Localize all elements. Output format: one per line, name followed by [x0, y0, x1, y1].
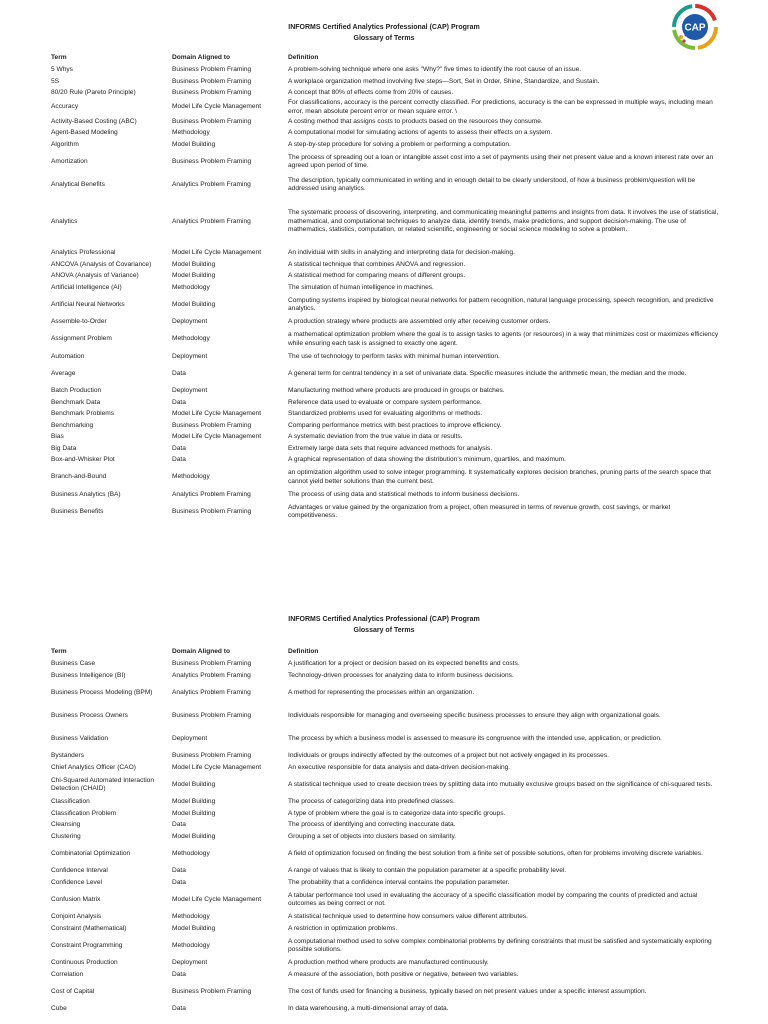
definition-cell: The probability that a confidence interval contains the population parameter. [288, 878, 510, 886]
table-row [51, 455, 719, 467]
domain-cell: Business Problem Framing [172, 117, 252, 125]
term-cell: Assignment Problem [51, 335, 112, 343]
term-cell: Combinatorial Optimization [51, 849, 131, 857]
definition-cell: A justification for a project or decision based on its expected benefits and costs. [288, 660, 520, 667]
term-cell: 5S [51, 77, 60, 85]
domain-cell: Model Building [172, 780, 216, 788]
term-cell: Correlation [51, 970, 84, 978]
table-header [51, 54, 719, 63]
domain-cell: Model Building [172, 300, 216, 308]
table-row [51, 466, 719, 489]
table-row [51, 116, 719, 128]
domain-cell: Methodology [172, 849, 210, 857]
definition-cell: Comparing performance metrics with best practices to improve efficiency. [288, 421, 502, 429]
table-row [51, 912, 719, 924]
cap-logo [672, 4, 718, 50]
term-cell: Benchmark Data [51, 398, 101, 406]
table-row [51, 443, 719, 455]
domain-cell: Data [172, 878, 186, 886]
term-cell: 80/20 Rule (Pareto Principle) [51, 89, 136, 96]
definition-cell: Technology-driven processes for analyzing data to inform business decisions. [288, 671, 514, 679]
definition-cell: In data warehousing, a multi-dimensional array of data. [288, 1005, 449, 1012]
table-row [51, 248, 719, 260]
definition-cell: The simulation of human intelligence in machines. [288, 283, 434, 291]
definition-cell: The process of identifying and correcting inaccurate data. [288, 821, 456, 828]
definition-cell: Standardized problems used for evaluating algorithms or methods. [288, 410, 483, 417]
page-header [0, 614, 768, 636]
domain-cell: Business Problem Framing [172, 157, 252, 165]
definition-cell: Individuals or groups indirectly affected by the outcomes of a project but not actively engaged in its processes. [288, 752, 609, 759]
definition-cell: For classifications, accuracy is the percent correctly classified. For predictions, accuracy is the can be expressed in multiple ways, including mean error, mean absolute percent error or mean square error. \ [288, 99, 713, 115]
table-row [51, 866, 719, 878]
table-row [51, 489, 719, 501]
column-header-term: Term [51, 54, 67, 62]
domain-cell: Business Problem Framing [172, 711, 252, 719]
table-row [51, 935, 719, 958]
domain-cell: Deployment [172, 734, 208, 742]
definition-cell: Computing systems inspired by biological neural networks for pattern recognition, natural language processing, speech recognition, and predictive analytics. [288, 296, 714, 312]
domain-cell: Deployment [172, 387, 208, 394]
definition-cell: The cost of funds used for financing a business, typically based on net present values under a specific interest assumption. [288, 987, 647, 995]
column-header-domain: Domain Aligned to [172, 648, 230, 656]
table-row [51, 889, 719, 912]
term-cell: Continuous Production [51, 959, 118, 966]
table-row [51, 151, 719, 174]
domain-cell: Methodology [172, 473, 210, 481]
term-cell: Cube [51, 1005, 67, 1012]
table-row [51, 751, 719, 763]
domain-cell: Analytics Problem Framing [172, 217, 251, 225]
definition-cell: A costing method that assigns costs to products based on the resources they consume. [288, 117, 543, 125]
definition-cell: A workplace organization method involving five steps—Sort, Set in Order, Shine, Standardize, and Sustain. [288, 77, 600, 85]
table-row [51, 808, 719, 820]
definition-cell: A method for representing the processes within an organization. [288, 688, 475, 696]
definition-cell: A statistical technique used to determine how consumers value different attributes. [288, 913, 528, 920]
table-row [51, 174, 719, 197]
definition-cell: A problem-solving technique where one asks "Why?" five times to identify the root cause of an issue. [288, 66, 582, 73]
definition-cell: The use of technology to perform tasks with minimal human intervention. [288, 352, 500, 360]
table-row [51, 969, 719, 981]
definition-cell: A measure of the association, both positive or negative, between two variables. [288, 970, 519, 978]
definition-cell: A concept that 80% of effects come from 20% of causes. [288, 89, 454, 96]
table-row [51, 797, 719, 809]
definition-cell: Manufacturing method where products are produced in groups or batches. [288, 387, 505, 394]
table-row [51, 843, 719, 866]
domain-cell: Analytics Problem Framing [172, 671, 251, 679]
term-cell: Constraint Programming [51, 941, 123, 949]
domain-cell: Model Building [172, 798, 216, 805]
definition-cell: A field of optimization focused on finding the best solution from a finite set of possible solutions, often for problems involving discrete variables. [288, 849, 703, 857]
term-cell: Analytics Professional [51, 249, 116, 256]
domain-cell: Model Life Cycle Management [172, 433, 262, 440]
term-cell: Business Process Modeling (BPM) [51, 688, 153, 696]
domain-cell: Business Problem Framing [172, 660, 252, 667]
term-cell: Benchmark Problems [51, 410, 115, 417]
domain-cell: Methodology [172, 129, 210, 136]
domain-cell: Methodology [172, 941, 210, 949]
column-header-domain: Domain Aligned to [172, 54, 230, 62]
term-cell: Analytics [51, 217, 78, 225]
table-row [51, 682, 719, 705]
term-cell: Bystanders [51, 752, 84, 759]
definition-cell: The systematic process of discovering, interpreting, and communicating meaningful patterns and insights from data. It involves the use of statistical, mathematical, and computational techniques to analyze data, identify trends, make predictions, and support decision-making. The use of mathematics, statistics, computation, or related scientific, engineering or social science modeling to solve a problem. [288, 209, 719, 234]
domain-cell: Model Life Cycle Management [172, 763, 262, 771]
table-row [51, 762, 719, 774]
term-cell: Bias [51, 433, 64, 440]
definition-cell: Advantages or value gained by the organization from a project, often measured in terms of revenue growth, cost savings, or market competitiveness. [288, 503, 671, 519]
term-cell: Artificial Neural Networks [51, 300, 125, 308]
definition-cell: The process of using data and statistical methods to inform business decisions. [288, 490, 520, 498]
term-cell: Branch-and-Bound [51, 473, 107, 481]
glossary-title: Glossary of Terms [353, 35, 415, 42]
definition-cell: A graphical representation of data showing the distribution's minimum, quartiles, and maximum. [288, 456, 566, 463]
domain-cell: Deployment [172, 352, 208, 360]
definition-cell: Reference data used to evaluate or compare system performance. [288, 398, 482, 406]
table-header [51, 648, 719, 657]
table-row [51, 659, 719, 671]
domain-cell: Business Problem Framing [172, 66, 252, 73]
domain-cell: Model Building [172, 924, 216, 932]
domain-cell: Business Problem Framing [172, 507, 252, 515]
glossary-table-1 [51, 54, 719, 524]
definition-cell: A restriction in optimization problems. [288, 924, 398, 932]
definition-cell: A statistical technique that combines ANOVA and regression. [288, 260, 466, 268]
definition-cell: An individual with skills in analyzing and interpreting data for decision-making. [288, 249, 515, 256]
table-row [51, 76, 719, 88]
domain-cell: Business Problem Framing [172, 752, 252, 759]
table-row [51, 99, 719, 116]
term-cell: Batch Production [51, 387, 102, 394]
definition-cell: Extremely large data sets that require advanced methods for analysis. [288, 444, 493, 452]
definition-cell: A general term for central tendency in a set of univariate data. Specific measures include the arithmetic mean, the median and the mode. [288, 369, 687, 377]
table-row [51, 386, 719, 398]
term-cell: Cleansing [51, 821, 81, 828]
table-row [51, 139, 719, 151]
definition-cell: A computational model for simulating actions of agents to assess their effects on a system. [288, 129, 553, 136]
domain-cell: Model Life Cycle Management [172, 895, 262, 903]
term-cell: Confidence Level [51, 878, 102, 886]
table-row [51, 271, 719, 283]
domain-cell: Business Problem Framing [172, 987, 252, 995]
domain-cell: Methodology [172, 335, 210, 343]
table-row [51, 501, 719, 524]
table-body [51, 659, 719, 1016]
glossary-table-2 [51, 648, 719, 1015]
table-row [51, 981, 719, 1004]
program-title: INFORMS Certified Analytics Professional (CAP) Program [288, 616, 480, 623]
term-cell: ANCOVA (Analysis of Covariance) [51, 260, 152, 268]
table-row [51, 363, 719, 386]
term-cell: Conjoint Analysis [51, 913, 102, 920]
definition-cell: a mathematical optimization problem where the goal is to assign tasks to agents (or resources) in a way that minimizes cost or maximizes efficiency while ensuring each task is assigned to exactly one agent. [288, 331, 719, 347]
definition-cell: A type of problem where the goal is to categorize data into specific groups. [288, 809, 506, 817]
term-cell: Big Data [51, 444, 77, 452]
domain-cell: Business Problem Framing [172, 89, 252, 96]
column-header-term: Term [51, 648, 67, 656]
table-row [51, 670, 719, 682]
table-row [51, 259, 719, 271]
domain-cell: Data [172, 970, 186, 978]
term-cell: Analytical Benefits [51, 180, 105, 188]
domain-cell: Model Life Cycle Management [172, 103, 262, 111]
definition-cell: Grouping a set of objects into clusters based on similarity. [288, 832, 457, 840]
term-cell: Chief Analytics Officer (CAO) [51, 763, 136, 771]
domain-cell: Model Building [172, 260, 216, 268]
table-row [51, 282, 719, 294]
table-row [51, 831, 719, 843]
term-cell: Business Intelligence (BI) [51, 671, 126, 679]
term-cell: Automation [51, 352, 85, 360]
term-cell: Activity-Based Costing (ABC) [51, 117, 137, 125]
domain-cell: Deployment [172, 318, 208, 325]
domain-cell: Model Life Cycle Management [172, 410, 262, 417]
table-row [51, 774, 719, 797]
definition-cell: an optimization algorithm used to solve integer programming. It systematically explores decision branches, pruning parts of the search space that cannot yield better solutions than the current best. [288, 469, 711, 485]
domain-cell: Model Building [172, 809, 216, 817]
table-row [51, 705, 719, 728]
term-cell: Clustering [51, 832, 81, 840]
table-row [51, 328, 719, 351]
column-header-definition: Definition [288, 54, 319, 62]
domain-cell: Analytics Problem Framing [172, 490, 251, 498]
term-cell: Cost of Capital [51, 987, 95, 995]
term-cell: Classification [51, 798, 90, 805]
table-row [51, 409, 719, 421]
term-cell: Confusion Matrix [51, 895, 101, 903]
definition-cell: A computational method used to solve complex combinatorial problems by defining constraints that must be satisfied and systematically exploring possible solutions. [288, 937, 712, 953]
definition-cell: The process of spreading out a loan or intangible asset cost into a set of payments using their net present value and a known interest rate over an agreed upon period of time. [288, 153, 714, 169]
domain-cell: Deployment [172, 959, 208, 966]
domain-cell: Model Building [172, 832, 216, 840]
term-cell: Chi-Squared Automated Interaction Detection (CHAID) [51, 776, 154, 792]
domain-cell: Analytics Problem Framing [172, 180, 251, 188]
column-header-definition: Definition [288, 648, 319, 656]
definition-cell: A statistical technique used to create decision trees by splitting data into mutually exclusive groups based on the significance of chi-squared tests. [288, 780, 713, 788]
definition-cell: A step-by-step procedure for solving a problem or performing a computation. [288, 140, 511, 148]
term-cell: Benchmarking [51, 421, 94, 429]
term-cell: Average [51, 369, 76, 377]
term-cell: Accuracy [51, 103, 79, 111]
table-row [51, 88, 719, 100]
definition-cell: A systematic deviation from the true value in data or results. [288, 433, 463, 440]
glossary-title: Glossary of Terms [353, 627, 415, 634]
term-cell: ANOVA (Analysis of Variance) [51, 272, 139, 279]
domain-cell: Model Building [172, 272, 216, 279]
definition-cell: An executive responsible for data analysis and data-driven decision-making. [288, 763, 511, 771]
table-row [51, 351, 719, 363]
definition-cell: A statistical method for comparing means of different groups. [288, 272, 466, 279]
domain-cell: Data [172, 456, 186, 463]
term-cell: Business Validation [51, 734, 109, 742]
domain-cell: Data [172, 369, 186, 377]
term-cell: Confidence Interval [51, 867, 108, 874]
domain-cell: Methodology [172, 283, 210, 291]
term-cell: Business Analytics (BA) [51, 490, 121, 498]
table-row [51, 128, 719, 140]
term-cell: Agent-Based Modeling [51, 129, 118, 136]
table-row [51, 197, 719, 248]
page-header [0, 22, 768, 44]
domain-cell: Model Life Cycle Management [172, 249, 262, 256]
table-row [51, 317, 719, 329]
table-row [51, 958, 719, 970]
domain-cell: Business Problem Framing [172, 77, 252, 85]
table-row [51, 1004, 719, 1016]
definition-cell: A production method where products are manufactured continuously. [288, 959, 489, 966]
domain-cell: Data [172, 867, 186, 874]
term-cell: Business Benefits [51, 507, 104, 515]
domain-cell: Analytics Problem Framing [172, 688, 251, 696]
definition-cell: A range of values that is likely to contain the population parameter at a specific probability level. [288, 867, 567, 874]
table-row [51, 420, 719, 432]
definition-cell: The process of categorizing data into predefined classes. [288, 798, 455, 805]
table-row [51, 820, 719, 832]
term-cell: Business Process Owners [51, 711, 128, 719]
table-row [51, 397, 719, 409]
domain-cell: Data [172, 444, 186, 452]
term-cell: Box-and-Whisker Plot [51, 456, 115, 463]
term-cell: Constraint (Mathematical) [51, 924, 127, 932]
table-row [51, 65, 719, 77]
term-cell: Algorithm [51, 140, 79, 148]
definition-cell: The description, typically communicated in writing and in enough detail to be clearly understood, of how a business problem/question will be addressed using analytics. [288, 176, 696, 192]
program-title: INFORMS Certified Analytics Professional (CAP) Program [288, 24, 480, 31]
table-row [51, 923, 719, 935]
table-row [51, 432, 719, 444]
definition-cell: Individuals responsible for managing and overseeing specific business processes to ensure they align with organizational goals. [288, 711, 661, 719]
table-row [51, 728, 719, 751]
table-row [51, 877, 719, 889]
table-body [51, 65, 719, 524]
domain-cell: Data [172, 398, 186, 406]
term-cell: Amortization [51, 157, 88, 165]
term-cell: Classification Problem [51, 809, 117, 817]
domain-cell: Model Building [172, 140, 216, 148]
term-cell: Artificial Intelligence (AI) [51, 283, 122, 291]
svg-text:CAP: CAP [684, 22, 706, 34]
term-cell: Business Case [51, 660, 95, 667]
term-cell: Assemble-to-Order [51, 318, 107, 325]
domain-cell: Data [172, 1005, 186, 1012]
domain-cell: Business Problem Framing [172, 421, 252, 429]
definition-cell: A tabular performance tool used in evaluating the accuracy of a specific classification model by comparing the counts of predicted and actual outcomes as being correct or not. [288, 891, 698, 907]
table-row [51, 294, 719, 317]
definition-cell: The process by which a business model is assessed to measure its congruence with the intended use, application, or prediction. [288, 734, 662, 742]
term-cell: 5 Whys [51, 66, 73, 73]
domain-cell: Methodology [172, 913, 210, 920]
definition-cell: A production strategy where products are assembled only after receiving customer orders. [288, 318, 551, 325]
domain-cell: Data [172, 821, 186, 828]
